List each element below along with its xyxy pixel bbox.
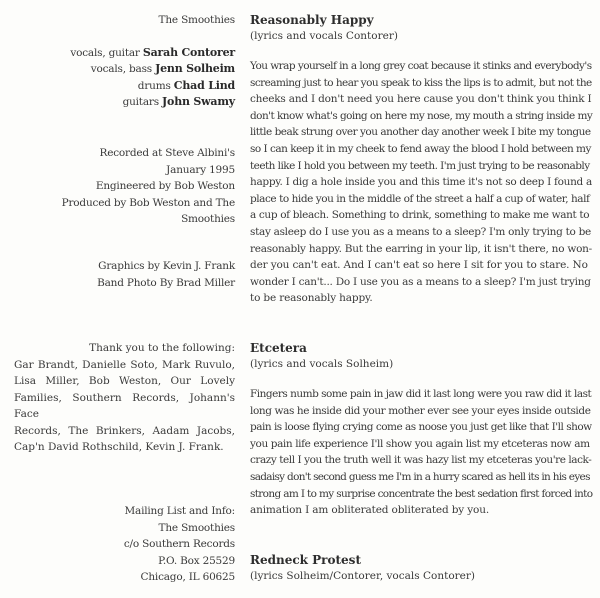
thanks-line: Gar Brandt, Danielle Soto, Mark Ruvulo, — [14, 358, 235, 371]
song-credit: (lyrics and vocals Contorer) — [250, 30, 398, 42]
lyric-line: animation I am obliterated obliterated by you. — [250, 504, 490, 517]
lyric-line: little beak strung over you another day another week I bite my tongue — [250, 126, 591, 139]
lyric-line: teeth like I hold you between my teeth. I'm just trying to be reasonably — [250, 159, 590, 172]
member-line — [0, 94, 235, 111]
lyric-line: happy. I dig a hole inside you and this time it's not so deep I found a — [250, 176, 592, 189]
member-name: Sarah Contorer — [142, 45, 235, 59]
lyric-line: so I can keep it in my cheek to fend away the blood I hold between my — [250, 142, 591, 155]
band-name: The Smoothies — [158, 14, 235, 26]
recording-credits — [0, 145, 235, 228]
recording-line: Recorded at Steve Albini's — [99, 147, 235, 159]
member-name: Jenn Solheim — [155, 62, 235, 75]
graphics-credits — [0, 258, 235, 291]
mailing-info — [0, 503, 235, 586]
member-name: John Swamy — [162, 95, 235, 108]
member-role: guitars — [122, 96, 159, 108]
member-line — [0, 78, 235, 95]
mailing-line: Chicago, IL 60625 — [140, 571, 235, 583]
member-name: Chad Lind — [173, 78, 235, 92]
thanks-section — [14, 340, 235, 456]
lyric-line: long was he inside did your mother ever see your eyes inside outside — [250, 404, 591, 417]
lyric-line: crazy tell I you the truth well it was hazy list my etceteras you're lack- — [250, 454, 592, 467]
song-lyrics — [250, 386, 592, 519]
lyric-line: a cup of bleach. Something to drink, something to make me want to — [250, 209, 590, 222]
photo-line: Band Photo By Brad Miller — [97, 276, 235, 289]
thanks-line: Records, The Brinkers, Aadam Jacobs, — [14, 424, 235, 437]
mailing-line: The Smoothies — [158, 521, 235, 534]
lyric-line: cheeks and I don't need you here cause you don't think you think I — [250, 93, 592, 106]
song-etcetera — [250, 340, 592, 519]
lyric-line: Fingers numb some pain in jaw did it last long were you raw did it last — [250, 388, 592, 400]
lyric-line: You wrap yourself in a long grey coat because it stinks and everybody's — [250, 60, 592, 72]
lyric-line: wonder I can't... Do I use you as a means to a sleep? I'm just trying — [250, 275, 591, 288]
graphics-line: Graphics by Kevin J. Frank — [98, 260, 235, 272]
thanks-line: Cap'n David Rothschild, Kevin J. Frank. — [14, 441, 224, 453]
member-role: drums — [137, 79, 171, 92]
lyric-line: place to hide you in the middle of the street a half a cup of water, half — [250, 192, 590, 205]
song-lyrics — [250, 58, 592, 307]
song-title: Reasonably Happy — [250, 13, 374, 27]
song-credit: (lyrics Solheim/Contorer, vocals Contorer) — [250, 570, 475, 582]
lyric-line: screaming just to hear you speak to kiss the lips is to admit, but not the — [250, 76, 592, 89]
band-credits — [0, 12, 235, 111]
member-role: vocals, bass — [90, 63, 152, 75]
song-title: Etcetera — [250, 341, 307, 355]
lyric-line: you pain life experience I'll show you again list my etceteras now am — [250, 437, 590, 450]
thanks-line: Families, Southern Records, Johann's Face — [14, 391, 235, 420]
song-credit: (lyrics and vocals Solheim) — [250, 358, 394, 370]
thanks-heading: Thank you to the following: — [89, 342, 235, 354]
member-line — [0, 45, 235, 62]
mailing-line: c/o Southern Records — [123, 538, 235, 550]
song-redneck-protest — [250, 552, 592, 584]
lyric-line: reasonably happy. But the earring in your lip, it isn't there, no won- — [250, 242, 592, 255]
lyric-line: pain is loose flying crying come as noose you just get like that I'll show — [250, 421, 592, 434]
thanks-line: Lisa Miller, Bob Weston, Our Lovely — [14, 375, 235, 387]
lyric-line: don't know what's going on here my nose, my mouth a string inside my — [250, 109, 593, 122]
member-role: vocals, guitar — [70, 46, 140, 59]
song-reasonably-happy — [250, 12, 592, 307]
lyric-line: der you can't eat. And I can't eat so here I sit for you to stare. No — [250, 259, 588, 272]
recording-line: Produced by Bob Weston and The — [61, 196, 235, 209]
recording-line: Engineered by Bob Weston — [95, 180, 235, 192]
member-line — [0, 61, 235, 78]
recording-line: January 1995 — [166, 163, 235, 176]
song-title: Redneck Protest — [250, 553, 361, 567]
lyric-line: sadaisy don't second guess me I'm in a hurry scared as hell its in his eyes — [250, 470, 590, 483]
lyric-line: to be reasonably happy. — [250, 292, 373, 305]
lyric-line: strong am I to my surprise concentrate the best sedation first forced into — [250, 487, 593, 500]
mailing-line: P.O. Box 25529 — [158, 554, 235, 567]
mailing-heading: Mailing List and Info: — [124, 505, 235, 517]
recording-line: Smoothies — [181, 213, 235, 225]
lyric-line: stay asleep do I use you as a means to a sleep? I'm only trying to be — [250, 225, 591, 238]
